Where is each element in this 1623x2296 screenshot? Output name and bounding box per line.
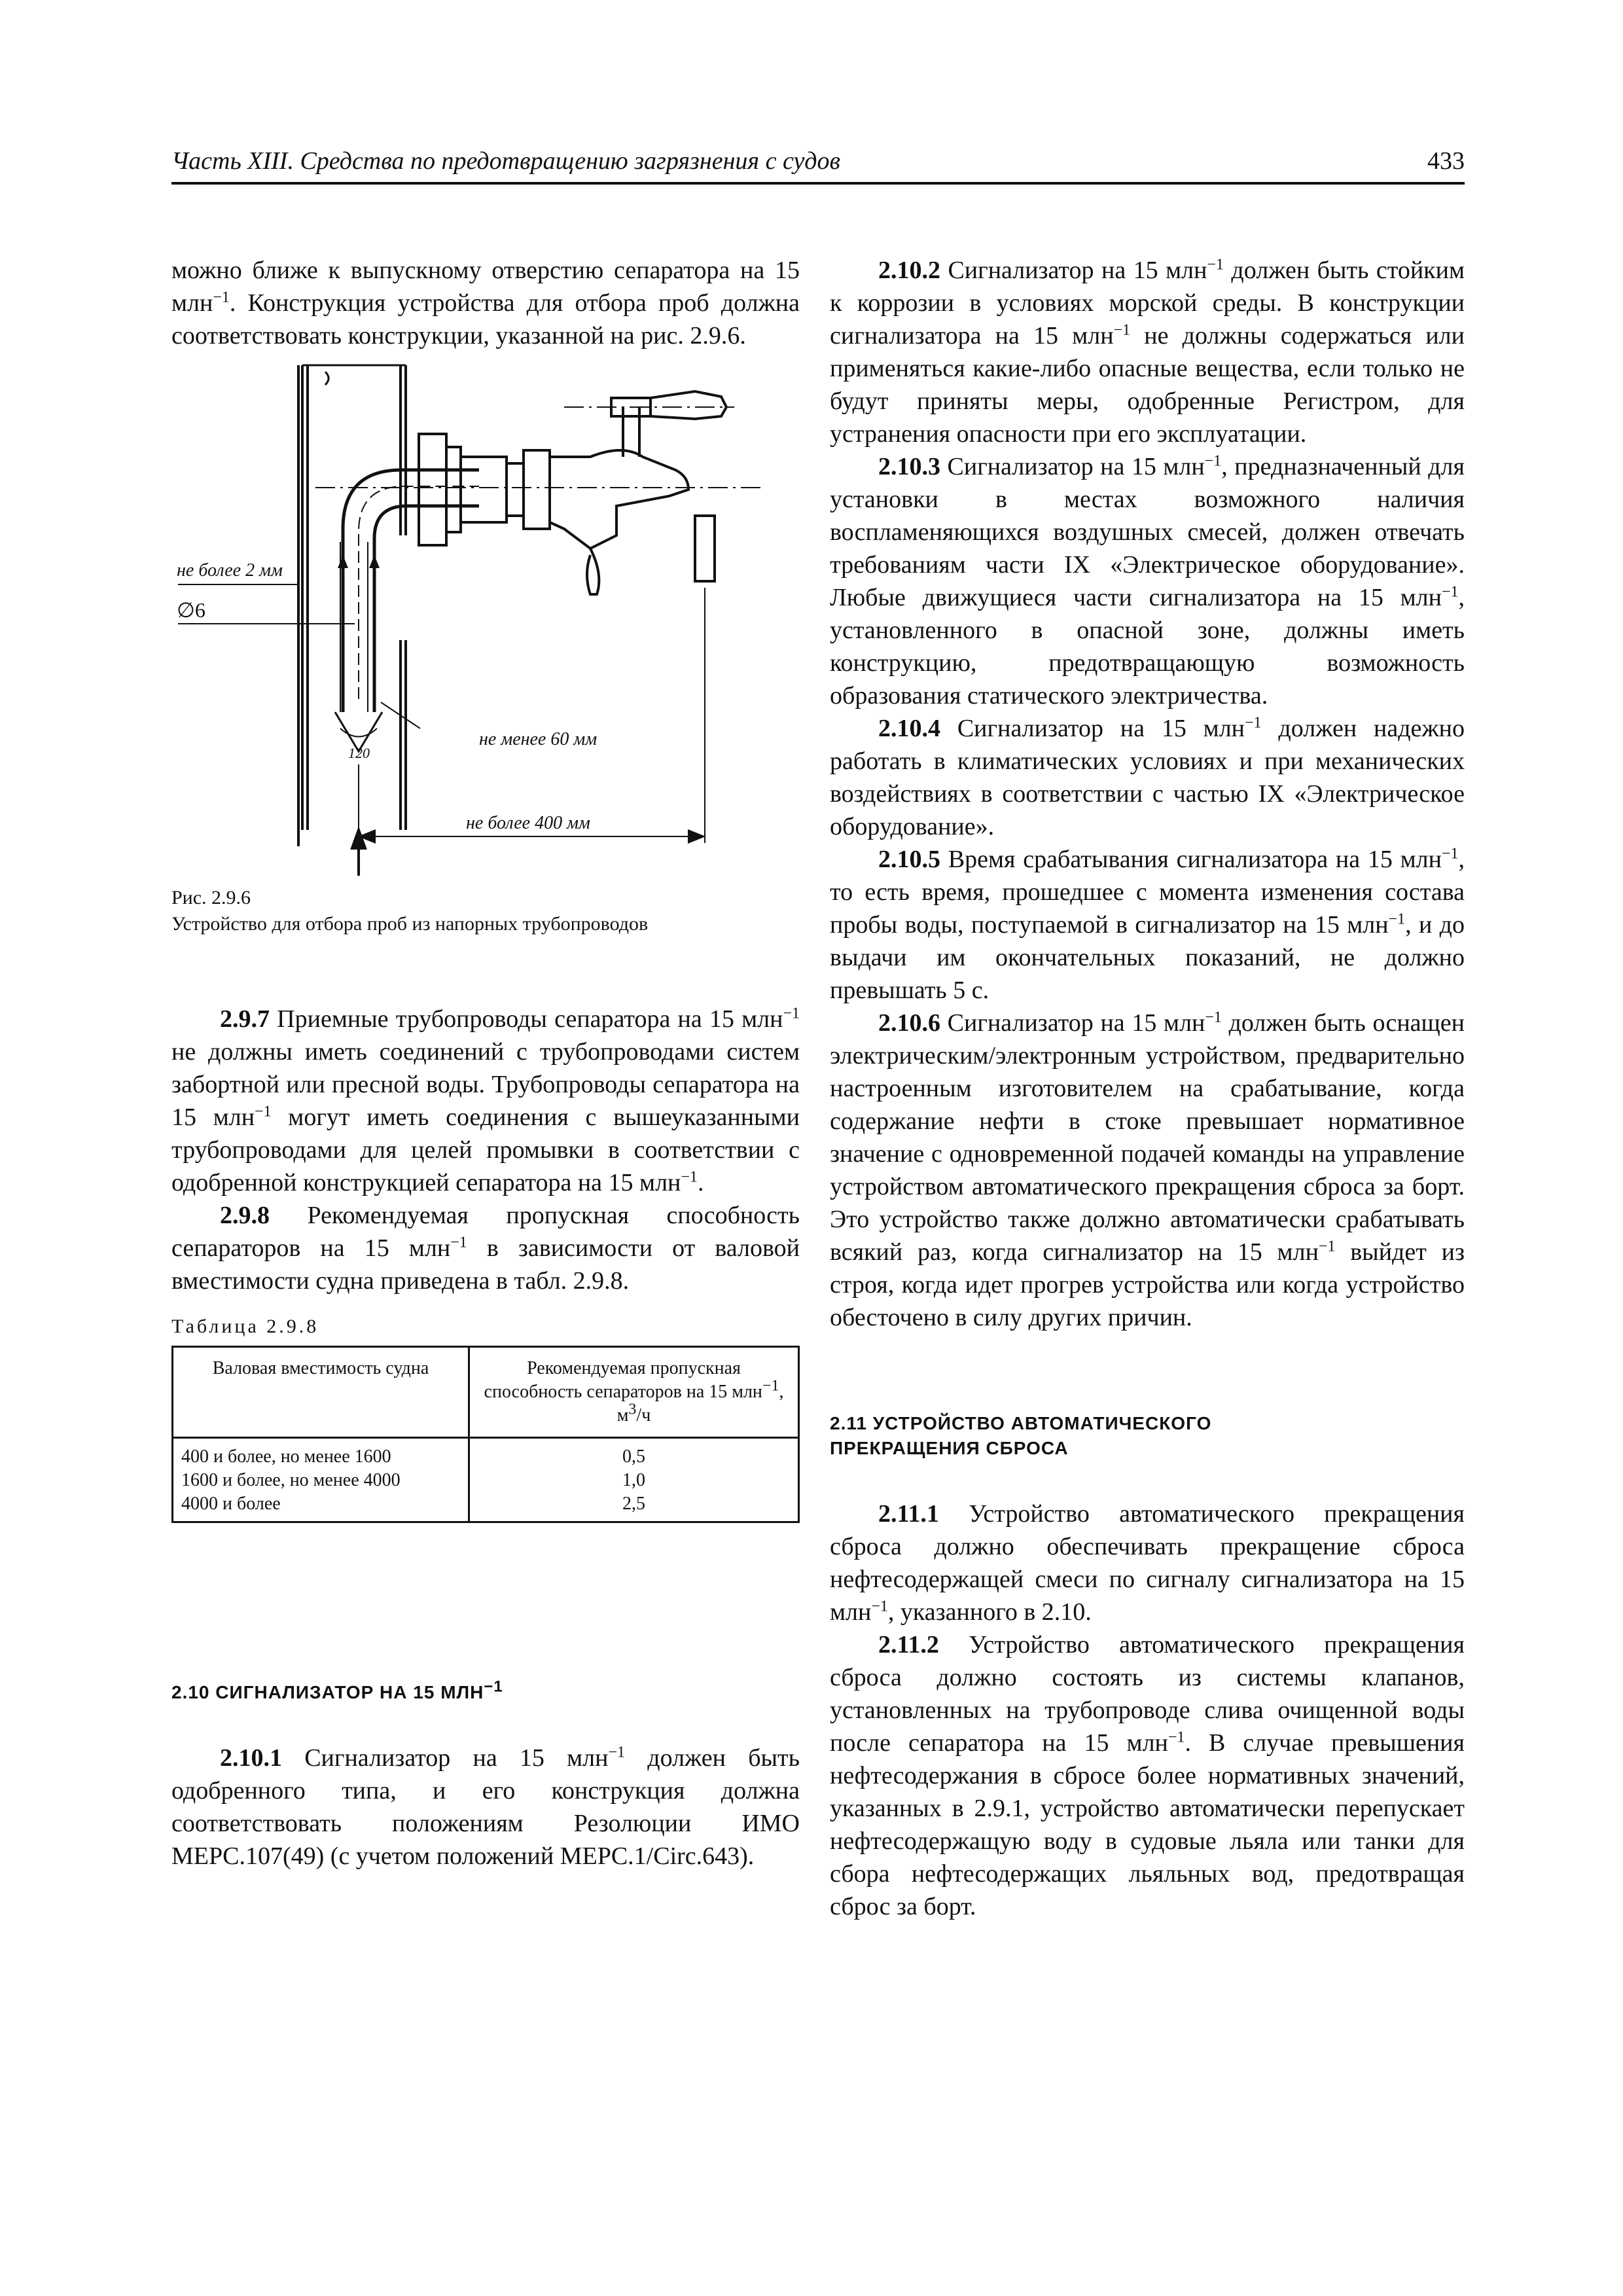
running-title: Часть XIII. Средства по предотвращению загрязнения с судов bbox=[171, 147, 841, 175]
right-column bbox=[830, 254, 1465, 1923]
capacity-table bbox=[171, 1346, 800, 1523]
fig-label-max400: не более 400 мм bbox=[466, 813, 590, 833]
paragraph-2-11-1: 2.11.1 Устройство автоматического прекращения сброса должно обеспечивать прекращение сброса нефтесодержащей смеси по сигналу сигнализатора на 15 млн$^{-1}$, указанного в 2.10. bbox=[830, 1500, 1465, 1626]
sampling-device-figure bbox=[171, 359, 800, 882]
paragraph-2-10-3: 2.10.3 Сигнализатор на 15 млн$^{-1}$, предназначенный для установки в местах возможного наличия воспламеняющихся воздушных смесей, должен отвечать требованиям части IX «Электрическое оборудование». Любые движущиеся части сигнализатора на 15 млн$^{-1}$, установленного в опасной зоне, должны иметь конструкцию, предотвращающую возможность образования статического электричества. bbox=[830, 452, 1465, 709]
table-cell: 400 и более, но менее 1600 1600 и более, но менее 4000 4000 и более bbox=[173, 1438, 469, 1522]
section-heading-2-11: 2.11 УСТРОЙСТВО АВТОМАТИЧЕСКОГО ПРЕКРАЩЕНИЯ СБРОСА bbox=[830, 1413, 1212, 1458]
fig-label-min60: не менее 60 мм bbox=[479, 729, 597, 749]
figure-number: Рис. 2.9.6 bbox=[171, 887, 251, 908]
paragraph-2-10-6: 2.10.6 Сигнализатор на 15 млн$^{-1}$ должен быть оснащен электрическим/электронным устройством, предварительно настроенным изготовителем на срабатывание, когда содержание нефти в стоке превышает нормативное значение с одновременной подачей команды на управление устройством автоматического прекращения сброса за борт. Это устройство также должно автоматически срабатывать всякий раз, когда сигнализатор на 15 млн$^{-1}$ выйдет из строя, когда идет прогрев устройства или когда устройство обесточено в силу других причин. bbox=[830, 1009, 1465, 1331]
table-caption: Таблица 2.9.8 bbox=[171, 1316, 319, 1337]
fig-label-gap: не более 2 мм bbox=[177, 560, 283, 581]
table-header-capacity: Рекомендуемая пропускная способность сепараторов на 15 млн$^{-1}$, $м^3/ч$ bbox=[469, 1347, 799, 1438]
fig-label-angle: 120 bbox=[348, 745, 370, 761]
paragraph-2-11-2: 2.11.2 Устройство автоматического прекращения сброса должно состоять из системы клапанов, установленных на трубопроводе слива очищенной воды после сепаратора на 15 млн$^{-1}$. В случае превышения нефтесодержания в сбросе более нормативных значений, указанных в 2.9.1, устройство автоматически перепускает нефтесодержащую воду в судовые льяла или танки для сбора нефтесодержащих льяльных вод, предотвращая сброс за борт. bbox=[830, 1631, 1465, 1920]
section-heading-2-10: 2.10 СИГНАЛИЗАТОР НА 15 $МЛН^{-1}$ bbox=[171, 1677, 503, 1702]
paragraph-2-9-8: 2.9.8 Рекомендуемая пропускная способность сепараторов на 15 млн$^{-1}$ в зависимости от валовой вместимости судна приведена в табл. 2.9.8. bbox=[171, 1202, 800, 1295]
paragraph-2-10-5: 2.10.5 Время срабатывания сигнализатора на 15 млн$^{-1}$, то есть время, прошедшее с момента изменения состава пробы воды, поступаемой в сигнализатор на 15 млн$^{-1}$, и до выдачи им окончательных показаний, не должно превышать 5 с. bbox=[830, 845, 1465, 1004]
table-header-tonnage: Валовая вместимость судна bbox=[173, 1347, 469, 1438]
paragraph-2-10-2: 2.10.2 Сигнализатор на 15 млн$^{-1}$ должен быть стойким к коррозии в условиях морской среды. В конструкции сигнализатора на 15 млн$^{-1}$ не должны содержаться или применяться какие-либо опасные вещества, если только не будут приняты меры, одобренные Регистром, для устранения опасности при его эксплуатации. bbox=[830, 256, 1465, 448]
paragraph-2-9-7: 2.9.7 Приемные трубопроводы сепаратора на 15 млн$^{-1}$ не должны иметь соединений с трубопроводами систем забортной или пресной воды. Трубопроводы сепаратора на 15 млн$^{-1}$ могут иметь соединения с вышеуказанными трубопроводами для целей промывки в соответствии с одобренной конструкцией сепаратора на 15 млн$^{-1}$. bbox=[171, 1005, 800, 1196]
paragraph-2-10-4: 2.10.4 Сигнализатор на 15 млн$^{-1}$ должен надежно работать в климатических условиях и при механических воздействиях в соответствии с частью IX «Электрическое оборудование». bbox=[830, 714, 1465, 840]
fig-label-diameter: ∅6 bbox=[177, 598, 205, 622]
page-number: 433 bbox=[1427, 147, 1465, 175]
figure-caption: Устройство для отбора проб из напорных трубопроводов bbox=[171, 913, 649, 935]
page-header bbox=[171, 143, 1465, 185]
table-cell: 0,5 1,0 2,5 bbox=[469, 1438, 799, 1522]
left-column bbox=[171, 254, 800, 1873]
paragraph-2-10-1: 2.10.1 Сигнализатор на 15 млн$^{-1}$ должен быть одобренного типа, и его конструкция должна соответствовать положениям Резолюции ИМО MEPC.107(49) (с учетом положений MEPC.1/Circ.643). bbox=[171, 1744, 800, 1870]
paragraph-intro: можно ближе к выпускному отверстию сепаратора на 15 млн$^{-1}$. Конструкция устройства для отбора проб должна соответствовать конструкции, указанной на рис. 2.9.6. bbox=[171, 257, 800, 350]
